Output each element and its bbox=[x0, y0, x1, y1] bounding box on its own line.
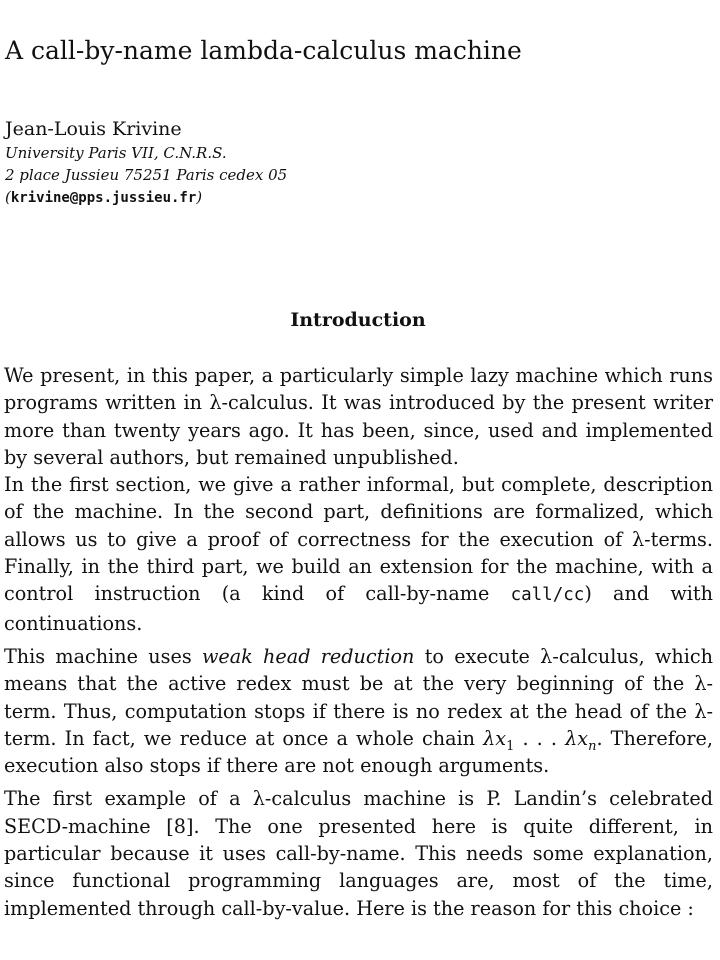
paragraph-3-math-dots: . . . bbox=[514, 726, 566, 750]
paper-title: A call-by-name lambda-calculus machine bbox=[5, 36, 522, 65]
paragraph-3-text-c: . Therefore, execution also stops if there are not enough arguments. bbox=[4, 726, 713, 778]
paragraph-3-math-lambda-1: λx bbox=[483, 726, 507, 750]
author-address: 2 place Jussieu 75251 Paris cedex 05 bbox=[5, 166, 288, 184]
section-heading-introduction: Introduction bbox=[290, 309, 426, 331]
paragraph-3-math-lambda-n: λx bbox=[565, 726, 589, 750]
paragraph-2-text-a: In the first section, we give a rather informal, but complete, description of the machine. In the second part, definitions are formalized, which allows us to give a proof of correctness for the execution of λ-terms. Finally, in the third part, we build an extension for the machine, with a control instruction (a kind of call-by-name bbox=[4, 473, 713, 606]
paragraph-3-math-sub-n: n bbox=[588, 738, 597, 754]
paragraph-1: We present, in this paper, a particularly simple lazy machine which runs programs written in λ-calculus. It was introduced by the present writer more than twenty years ago. It has been, since, used and implemented by several authors, but remained unpublished. bbox=[4, 364, 713, 469]
paragraph-2-code: call/cc bbox=[510, 585, 585, 606]
paragraph-4: The first example of a λ-calculus machine is P. Landin’s celebrated SECD-machine [8]. The one presented here is quite different, in particular because it uses call-by-name. This needs some explanation, since functional programming languages are, most of the time, implemented through call-by-value. Here is the reason for this choice : bbox=[4, 787, 713, 920]
author-block bbox=[5, 116, 287, 209]
introduction-body bbox=[4, 362, 713, 922]
email-open-paren: ( bbox=[5, 188, 11, 206]
author-name: Jean-Louis Krivine bbox=[5, 118, 182, 140]
email-close-paren: ) bbox=[196, 188, 203, 206]
paragraph-3-math-sub-1: 1 bbox=[506, 738, 515, 754]
paragraph-3-text-a: This machine uses bbox=[4, 644, 202, 668]
paragraph-3-text-b: to execute λ-calculus, which means that the active redex must be at the very beginning of the λ-term. Thus, computation stops if there is no redex at the head of the λ-term. In fact, we reduce at once a whole chain bbox=[4, 644, 713, 750]
paragraph-2-text-b: ) and with continuations. bbox=[4, 582, 713, 635]
paragraph-3 bbox=[4, 643, 713, 779]
author-email-line bbox=[5, 186, 287, 209]
author-affiliation: University Paris VII, C.N.R.S. bbox=[5, 144, 227, 162]
paragraph-3-emphasis: weak head reduction bbox=[201, 644, 415, 668]
paragraph-2 bbox=[4, 471, 713, 637]
author-email: krivine@pps.jussieu.fr bbox=[10, 190, 197, 206]
